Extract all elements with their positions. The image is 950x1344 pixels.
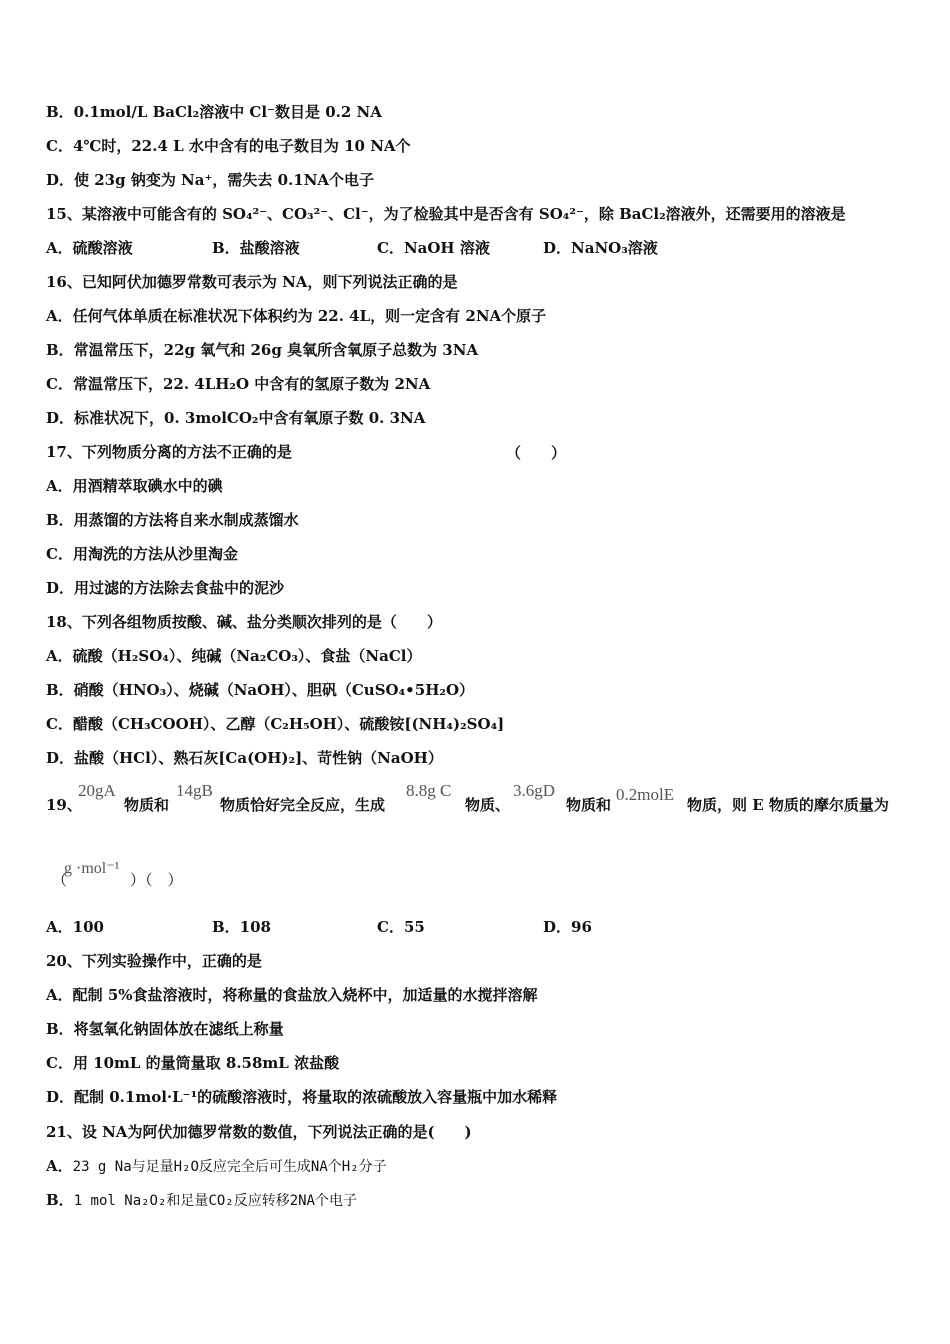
option-15c: C．NaOH 溶液 [377,239,490,257]
formula-8.8gC: 8.8g C [406,781,452,800]
option-21a-label: A． [46,1157,73,1175]
option-21a-text: 23 g Na与足量H₂O反应完全后可生成NA个H₂分子 [72,1159,387,1175]
answer-blank-19: ）（ ） [130,871,183,889]
question-20: 20、下列实验操作中，正确的是 [46,952,262,970]
option-16a: A．任何气体单质在标准状况下体积约为 22. 4L，则一定含有 2NA个原子 [46,307,547,325]
option-17d: D．用过滤的方法除去食盐中的泥沙 [46,579,285,597]
formula-0.2molE: 0.2molE [616,785,675,804]
options-19 [46,917,592,937]
option-20d: D．配制 0.1mol·L⁻¹的硫酸溶液时，将量取的浓硫酸放入容量瓶中加水稀释 [46,1088,558,1106]
option-18d: D．盐酸（HCl）、熟石灰[Ca(OH)₂]、苛性钠（NaOH） [46,749,443,767]
option-14b: B．0.1mol/L BaCl₂溶液中 Cl⁻数目是 0.2 NA [46,103,382,121]
option-15b: B．盐酸溶液 [212,239,300,257]
question-18: 18、下列各组物质按酸、碱、盐分类顺次排列的是（ ） [46,613,442,631]
option-18a: A．硫酸（H₂SO₄）、纯碱（Na₂CO₃）、食盐（NaCl） [46,647,422,665]
question-17: 17、下列物质分离的方法不正确的是 [46,443,292,461]
question-19-open-paren: （ [52,871,68,889]
question-19-text-2: 物质恰好完全反应，生成 [220,796,386,814]
question-19-number: 19、 [46,796,82,814]
option-15d: D．NaNO₃溶液 [543,239,658,257]
option-19b: B．108 [212,918,271,936]
question-19-text-4: 物质和 [566,796,612,814]
option-17c: C．用淘洗的方法从沙里淘金 [46,545,238,563]
option-16c: C．常温常压下，22. 4LH₂O 中含有的氢原子数为 2NA [46,375,431,393]
option-16b: B．常温常压下，22g 氧气和 26g 臭氧所含氧原子总数为 3NA [46,341,479,359]
option-17b: B．用蒸馏的方法将自来水制成蒸馏水 [46,511,299,529]
option-20c: C．用 10mL 的量筒量取 8.58mL 浓盐酸 [46,1054,340,1072]
option-16d: D．标准状况下，0. 3molCO₂中含有氧原子数 0. 3NA [46,409,426,427]
option-14c: C．4℃时，22.4 L 水中含有的电子数目为 10 NA个 [46,137,411,155]
option-19d: D．96 [543,918,592,936]
formula-14gB: 14gB [176,781,213,800]
option-21b [46,1190,357,1211]
option-14d: D．使 23g 钠变为 Na⁺，需失去 0.1NA个电子 [46,171,375,189]
formula-3.6gD: 3.6gD [513,781,556,800]
option-15a: A．硫酸溶液 [46,239,133,257]
option-18b: B．硝酸（HNO₃）、烧碱（NaOH）、胆矾（CuSO₄•5H₂O） [46,681,475,699]
option-17a: A．用酒精萃取碘水中的碘 [46,477,223,495]
option-21b-label: B． [46,1191,74,1209]
option-21b-text: 1 mol Na₂O₂和足量CO₂反应转移2NA个电子 [73,1193,357,1209]
formula-unit-gmol: g ·mol⁻¹ [64,860,120,877]
option-18c: C．醋酸（CH₃COOH）、乙醇（C₂H₅OH）、硫酸铵[(NH₄)₂SO₄] [46,715,505,733]
option-21a [46,1156,387,1177]
question-19-text-1: 物质和 [124,796,170,814]
option-19a: A．100 [46,918,104,936]
question-19-text-3: 物质、 [465,796,511,814]
formula-20gA: 20gA [78,781,116,800]
question-16: 16、已知阿伏加德罗常数可表示为 NA，则下列说法正确的是 [46,273,458,291]
option-19c: C．55 [377,918,425,936]
question-21: 21、设 NA为阿伏加德罗常数的数值，下列说法正确的是( ) [46,1123,472,1141]
option-20b: B．将氢氧化钠固体放在滤纸上称量 [46,1020,284,1038]
question-19-text-5: 物质，则 E 物质的摩尔质量为 [687,796,889,814]
option-20a: A．配制 5%食盐溶液时，将称量的食盐放入烧杯中，加适量的水搅拌溶解 [46,986,538,1004]
options-15 [46,238,658,258]
answer-blank-17: （ ） [506,444,567,462]
question-15: 15、某溶液中可能含有的 SO₄²⁻、CO₃²⁻、Cl⁻，为了检验其中是否含有 SO₄²⁻，除 BaCl₂溶液外，还需要用的溶液是 [46,205,846,223]
